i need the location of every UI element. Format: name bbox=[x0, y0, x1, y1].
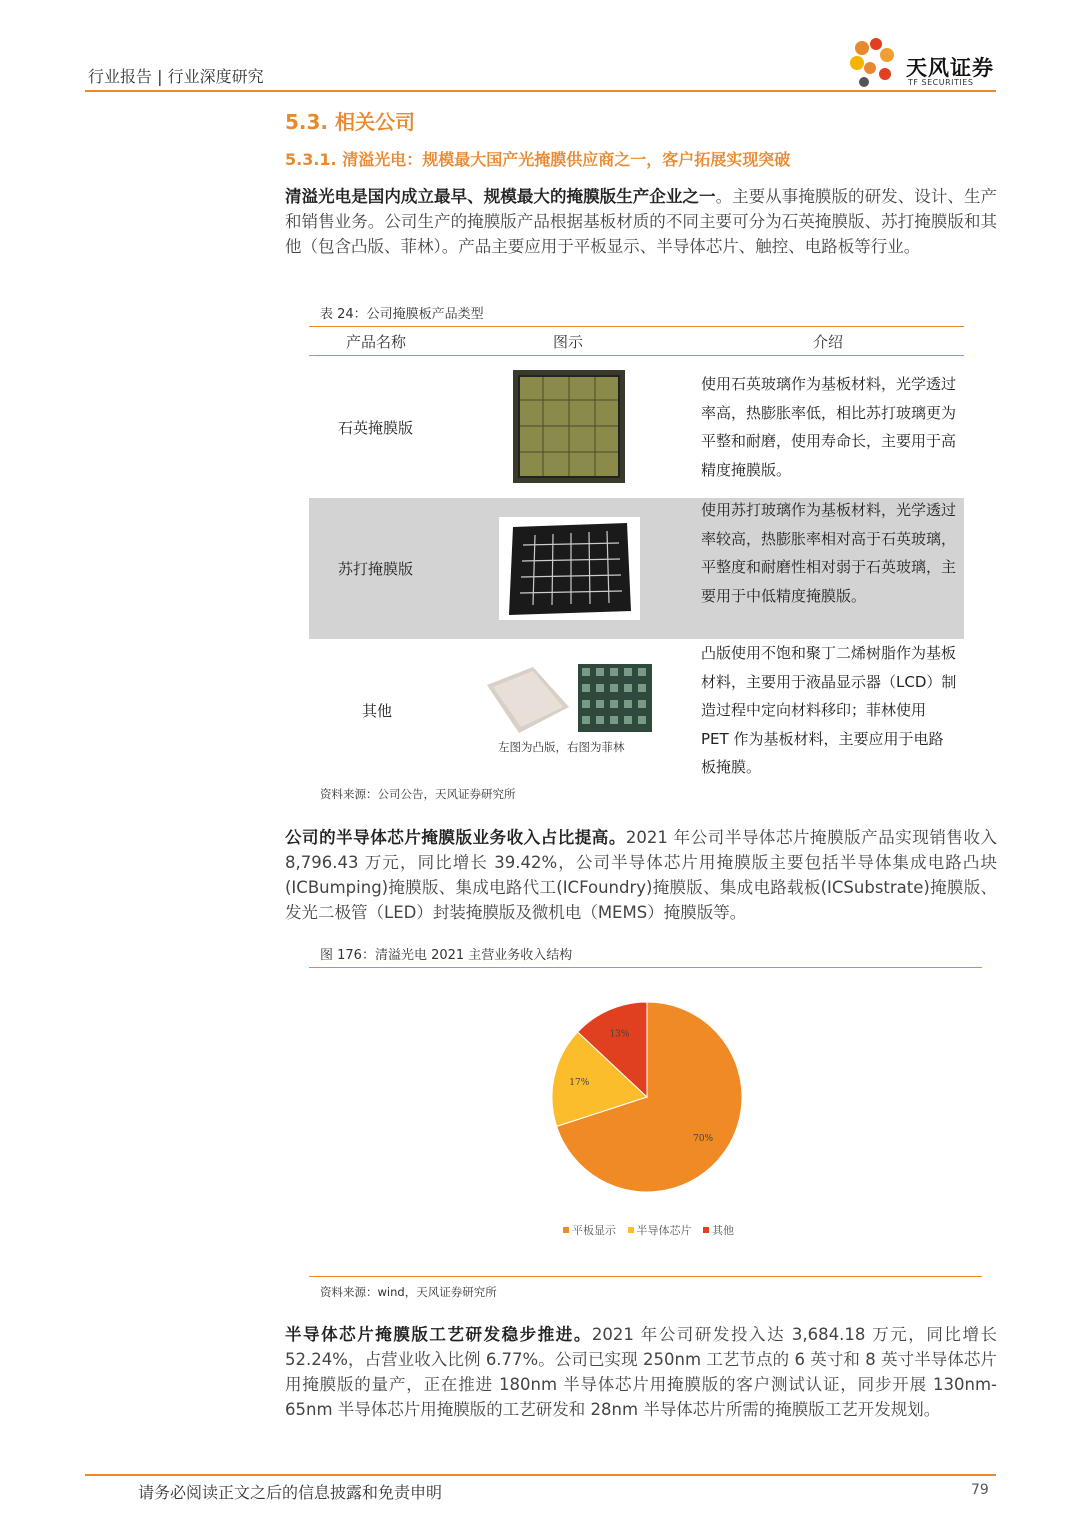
logo-subtitle: TF SECURITIES bbox=[908, 78, 974, 87]
footer-disclaimer: 请务必阅读正文之后的信息披露和免责申明 bbox=[138, 1483, 443, 1502]
table-header-rule bbox=[309, 355, 964, 356]
legend-item-semiconductor: 半导体芯片 bbox=[628, 1224, 692, 1237]
table-row-quartz-name: 石英掩膜版 bbox=[338, 419, 414, 437]
logo-name: 天风证券 bbox=[906, 56, 994, 80]
soda-mask-image bbox=[499, 517, 640, 620]
header-divider bbox=[85, 90, 996, 92]
table-header-name: 产品名称 bbox=[346, 333, 407, 351]
table-row-other-name: 其他 bbox=[362, 702, 393, 720]
table-row-soda-desc: 使用苏打玻璃作为基板材料，光学透过率较高，热膨胀率相对高于石英玻璃，平整度和耐磨性相对弱于石英玻璃，主要用于中低精度掩膜版。 bbox=[701, 501, 957, 605]
section-subtitle: 5.3.1. 清溢光电：规模最大国产光掩膜供应商之一，客户拓展实现突破 bbox=[285, 150, 791, 169]
figure-source: 资料来源：wind，天风证券研究所 bbox=[320, 1285, 497, 1299]
rd-paragraph bbox=[285, 1322, 997, 1422]
legend-item-flat-panel: 平板显示 bbox=[563, 1224, 616, 1237]
table-header-desc: 介绍 bbox=[813, 333, 844, 351]
intro-paragraph bbox=[285, 184, 997, 259]
revenue-pie-chart bbox=[540, 990, 754, 1204]
other-image-caption: 左图为凸版，右图为菲林 bbox=[498, 740, 625, 754]
revenue-paragraph-lead: 公司的半导体芯片掩膜版业务收入占比提高。 bbox=[285, 828, 626, 847]
rd-paragraph-body: 2021 年公司研发投入达 3,684.18 万元，同比增长 52.24%，占营业收入比例 6.77%。公司已实现 250nm 工艺节点的 6 英寸和 8 英寸半导体芯片用掩膜版的量产，正在推进 180nm 半导体芯片用掩膜版的客户测试认证，同步开展 130nm-65nm 半导体芯片用掩膜版的工艺研发和 28nm 半导体芯片所需的掩膜版工艺开发规划。 bbox=[285, 1325, 998, 1419]
intro-paragraph-lead: 清溢光电是国内成立最早、规模最大的掩膜版生产企业之一 bbox=[285, 187, 716, 206]
table-row-quartz-desc: 使用石英玻璃作为基板材料，光学透过率高，热膨胀率低，相比苏打玻璃更为平整和耐磨，使用寿命长，主要用于高精度掩膜版。 bbox=[701, 375, 957, 479]
page-number: 79 bbox=[971, 1482, 989, 1498]
rd-paragraph-lead: 半导体芯片掩膜版工艺研发稳步推进。 bbox=[285, 1325, 592, 1344]
table-row-other-desc: 凸版使用不饱和聚丁二烯树脂作为基板材料，主要用于液晶显示器（LCD）制造过程中定向材料移印；菲林使用 PET 作为基板材料，主要应用于电路板掩膜。 bbox=[701, 644, 957, 776]
intro-paragraph-body: 。主要从事掩膜版的研发、设计、生产和销售业务。公司生产的掩膜版产品根据基板材质的不同主要可分为石英掩膜版、苏打掩膜版和其他（包含凸版、菲林）。产品主要应用于平板显示、半导体芯片、触控、电路板等行业。 bbox=[285, 187, 998, 256]
revenue-paragraph bbox=[285, 825, 997, 925]
pie-label-semiconductor: 17% bbox=[569, 1077, 590, 1088]
figure-bottom-rule bbox=[309, 1276, 982, 1277]
table-top-rule bbox=[309, 326, 964, 327]
figure-caption: 图 176：清溢光电 2021 主营业务收入结构 bbox=[320, 948, 573, 963]
legend-item-other: 其他 bbox=[703, 1224, 734, 1237]
section-title: 5.3. 相关公司 bbox=[285, 110, 415, 134]
relief-plate-image bbox=[485, 663, 571, 735]
pie-label-flat-panel: 70% bbox=[693, 1133, 714, 1144]
table-source: 资料来源：公司公告，天风证券研究所 bbox=[320, 787, 516, 801]
quartz-mask-image bbox=[513, 370, 625, 483]
table-caption: 表 24：公司掩膜板产品类型 bbox=[320, 307, 484, 322]
table-row-soda-name: 苏打掩膜版 bbox=[338, 560, 414, 578]
header-breadcrumb: 行业报告 | 行业深度研究 bbox=[88, 67, 264, 86]
pie-label-other: 13% bbox=[609, 1029, 630, 1040]
footer-divider bbox=[85, 1474, 996, 1476]
table-header-image: 图示 bbox=[553, 333, 584, 351]
pie-legend bbox=[563, 1222, 734, 1238]
film-image bbox=[574, 662, 652, 734]
figure-top-rule bbox=[309, 967, 982, 968]
revenue-paragraph-body: 2021 年公司半导体芯片掩膜版产品实现销售收入 8,796.43 万元，同比增长 39.42%，公司半导体芯片用掩膜版主要包括半导体集成电路凸块(ICBumping)掩膜版、集成电路代工(ICFoundry)掩膜版、集成电路载板(ICSubstrate)掩膜版、发光二极管（LED）封装掩膜版及微机电（MEMS）掩膜版等。 bbox=[285, 828, 997, 922]
